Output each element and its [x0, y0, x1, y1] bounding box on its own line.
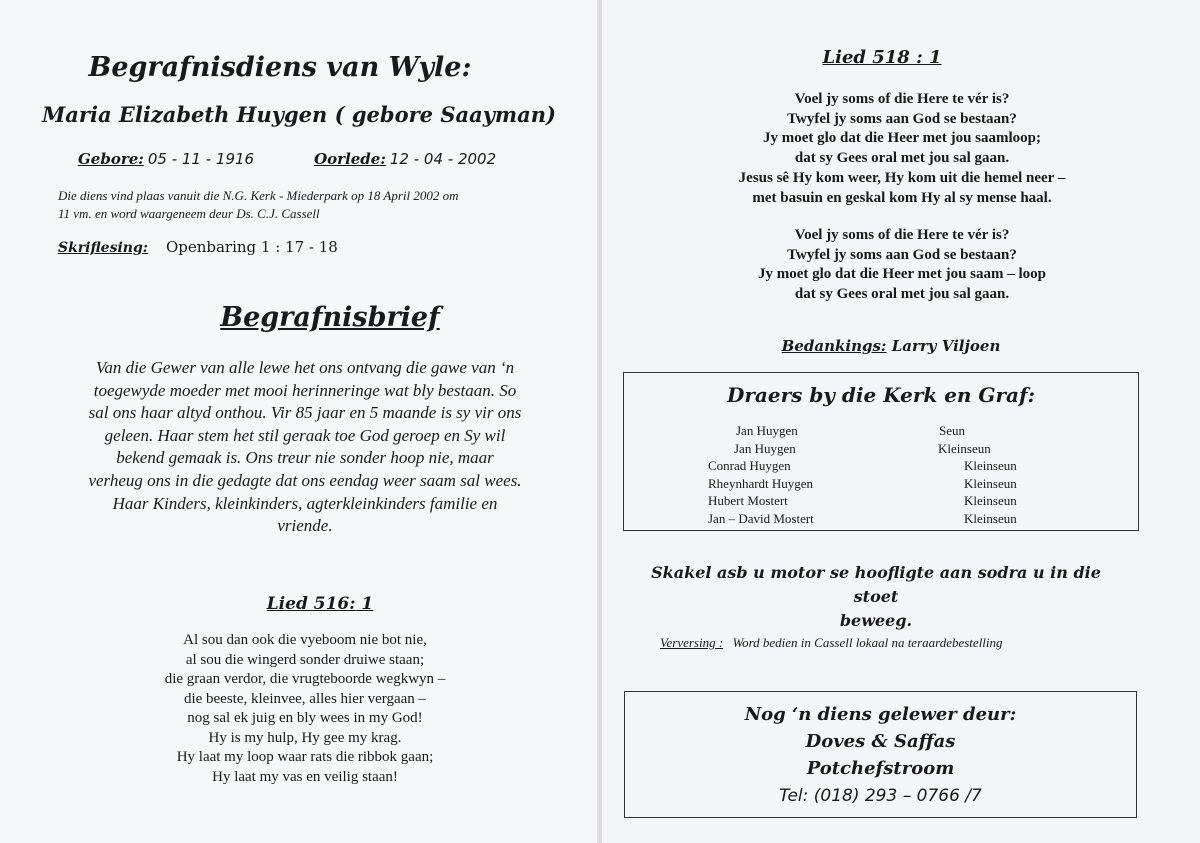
hymn-line: die beeste, kleinvee, alles hier vergaan – [183, 690, 427, 707]
bearer-relation: Kleinseun [964, 493, 1017, 509]
hymn-line: nog sal ek juig en bly wees in my God! [187, 710, 423, 726]
headlights-line-1: Skakel asb u motor se hoofligte aan sodra u in die stoet [651, 563, 1101, 606]
service-info [58, 187, 578, 223]
verse-line: Twyfel jy soms aan God se bestaan? [787, 246, 1017, 263]
reading-label: Skriflesing: [58, 240, 148, 256]
funeral-home-city: Potchefstroom [806, 758, 955, 779]
letter-line: verheug ons in die gedagte dat ons eendag weer saam sal wees. [88, 470, 522, 490]
scripture-reading [58, 238, 338, 257]
service-title: Begrafnisdiens van Wyle: [88, 52, 472, 83]
funeral-home-phone: Tel: (018) 293 – 0766 /7 [779, 786, 982, 806]
bearer-name: Conrad Huygen [708, 458, 791, 474]
headlights-notice [636, 561, 1116, 633]
hymn-518-title: Lied 518 : 1 [822, 47, 942, 68]
born-date: 05 - 11 - 1916 [147, 150, 255, 168]
bearer-row [708, 492, 1017, 510]
letter-line: geleen. Haar stem het stil geraak toe God geroep en Sy wil [104, 425, 506, 445]
hymn-line: al sou die wingerd sonder druiwe staan; [185, 651, 425, 668]
bearer-relation: Kleinseun [938, 440, 991, 456]
refresh-label: Verversing : [660, 635, 724, 650]
bearers-title: Draers by die Kerk en Graf: [727, 383, 1035, 407]
refresh-text: Word bedien in Cassell lokaal na teraardebestelling [732, 635, 1003, 650]
verse-line: Voel jy soms of die Here te vér is? [794, 91, 1010, 107]
letter-line: sal ons haar altyd onthou. Vir 85 jaar en 5 maande is sy vir ons [88, 403, 522, 423]
bearer-row [708, 457, 1017, 475]
bearer-name: Hubert Mostert [708, 493, 788, 509]
hymn-518-verse-1 [602, 90, 1200, 208]
died-date: 12 - 04 - 2002 [389, 150, 497, 168]
bearer-row [708, 475, 1017, 493]
bearer-row [708, 422, 965, 440]
letter-line: vriende. [277, 516, 333, 536]
verse-line: Jy moet glo dat die Heer met jou saamloop; [762, 130, 1041, 147]
hymn-518-verse-2 [602, 226, 1200, 305]
born-label: Gebore: [78, 150, 144, 168]
service-info-line-1: Die diens vind plaas vanuit die N.G. Kerk - Miederpark op 18 April 2002 om [58, 188, 459, 203]
deceased-name: Maria Elizabeth Huygen ( gebore Saayman) [42, 102, 556, 127]
bearers-box [623, 372, 1139, 531]
bearer-relation: Kleinseun [964, 475, 1017, 491]
hymn-516-text [0, 631, 598, 787]
thanks-name: Larry Viljoen [891, 337, 1001, 355]
bearers-list [708, 422, 1017, 528]
bearer-row [708, 510, 1017, 528]
died-label: Oorlede: [314, 150, 386, 168]
bearer-relation: Kleinseun [964, 458, 1017, 474]
verse-line: Jy moet glo dat die Heer met jou saam – loop [757, 266, 1047, 283]
funeral-home-intro: Nog ‘n diens gelewer deur: [744, 704, 1017, 725]
service-info-line-2: 11 vm. en word waargeneem deur Ds. C.J. Cassell [58, 206, 320, 221]
letter-line: Haar Kinders, kleinkinders, agterkleinkinders familie en [112, 493, 498, 513]
bearer-name: Jan Huygen [736, 423, 798, 438]
verse-line: Twyfel jy soms aan God se bestaan? [787, 110, 1017, 127]
letter-line: Van die Gewer van alle lewe het ons ontvang die gawe van ‘n [95, 358, 515, 377]
funeral-letter [55, 357, 555, 538]
bearer-relation: Seun [939, 423, 965, 438]
verse-line: Voel jy soms of die Here te vér is? [794, 227, 1010, 243]
hymn-line: Hy laat my vas en veilig staan! [212, 768, 398, 785]
funeral-home-box [624, 691, 1137, 818]
funeral-home-name: Doves & Saffas [805, 731, 956, 752]
bearer-row [708, 440, 991, 458]
reading-text: Openbaring 1 : 17 - 18 [165, 238, 338, 256]
letter-title: Begrafnisbrief [220, 302, 440, 333]
hymn-516-title: Lied 516: 1 [266, 594, 374, 614]
hymn-line: Hy is my hulp, Hy gee my krag. [208, 729, 402, 746]
dates-line [78, 150, 496, 169]
hymn-line: Al sou dan ook die vyeboom nie bot nie, [183, 632, 427, 648]
letter-line: bekend gemaak is. Ons treur nie sonder hoop nie, maar [116, 448, 494, 468]
hymn-line: die graan verdor, die vrugteboorde wegkwyn – [164, 671, 446, 687]
bearer-name: Jan – David Mostert [708, 510, 814, 526]
left-page [0, 0, 598, 843]
verse-line: Jesus sê Hy kom weer, Hy kom uit die hemel neer – [738, 169, 1066, 186]
hymn-line: Hy laat my loop waar rats die ribbok gaan; [176, 749, 434, 765]
bearer-name: Jan Huygen [734, 440, 796, 456]
verse-line: met basuin en geskal kom Hy al sy mense haal. [752, 189, 1052, 206]
verse-line: dat sy Gees oral met jou sal gaan. [794, 150, 1010, 167]
bearer-relation: Kleinseun [964, 510, 1017, 526]
letter-line: toegewyde moeder met mooi herinneringe wat bly bestaan. So [93, 380, 517, 400]
thanks-label: Bedankings: [781, 337, 887, 355]
verse-line: dat sy Gees oral met jou sal gaan. [794, 286, 1010, 303]
bearer-name: Rheynhardt Huygen [708, 475, 814, 491]
headlights-line-2: beweeg. [839, 611, 913, 630]
refreshments-line [660, 635, 1003, 651]
thanks-line [602, 337, 1180, 355]
right-page [602, 0, 1200, 843]
